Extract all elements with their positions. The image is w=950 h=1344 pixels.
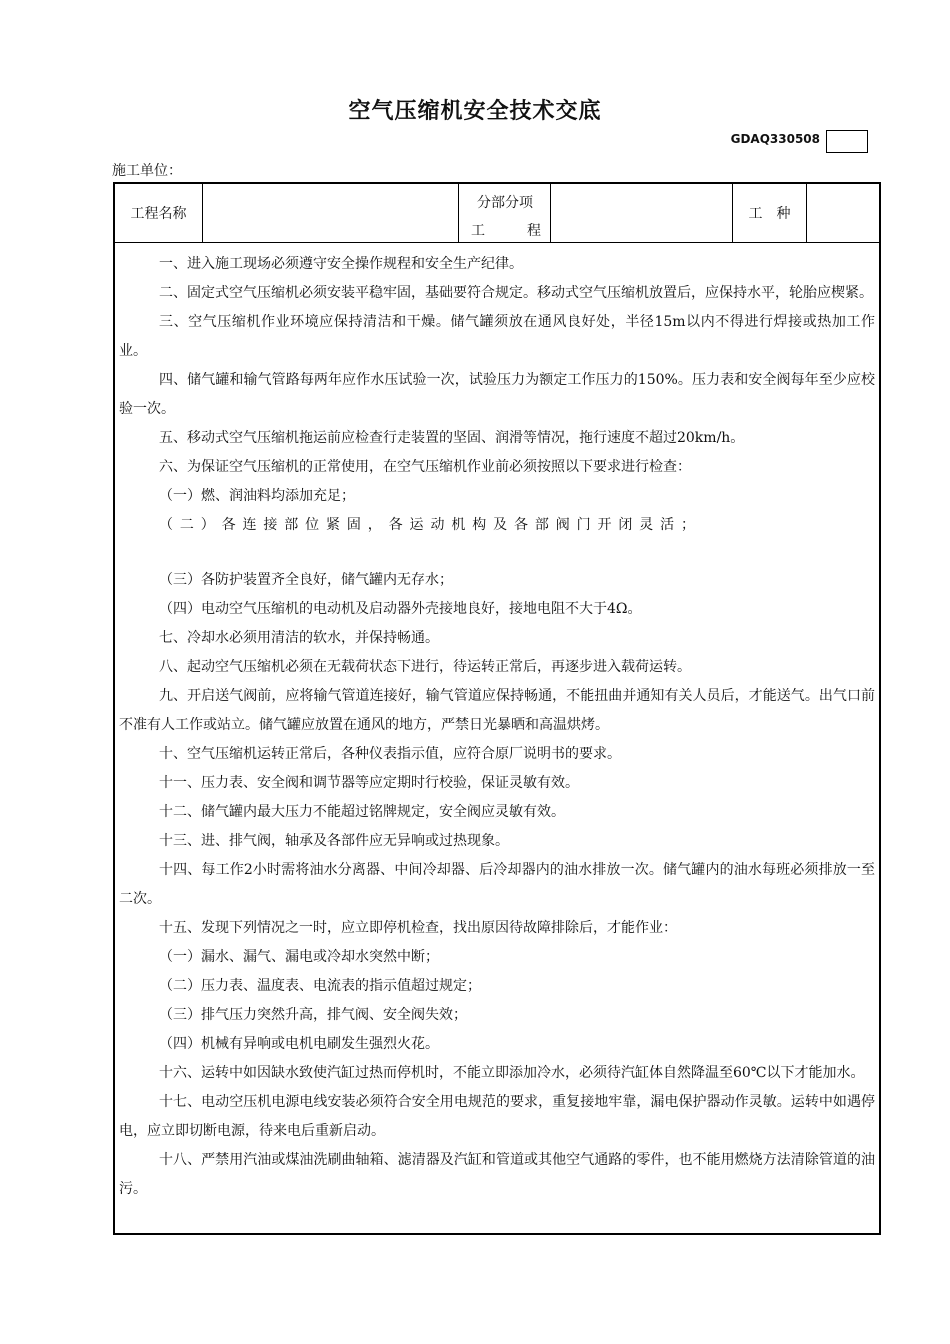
disclosure-form bbox=[113, 182, 881, 1235]
clause-11: 十一、压力表、安全阀和调节器等应定期时行校验，保证灵敏有效。 bbox=[159, 775, 579, 791]
clause-12: 十二、储气罐内最大压力不能超过铭牌规定，安全阀应灵敏有效。 bbox=[159, 804, 565, 820]
sub-project-label bbox=[459, 184, 551, 242]
clause-1: 一、进入施工现场必须遵守安全操作规程和安全生产纪律。 bbox=[159, 256, 523, 272]
sub-project-label-line2: 工 程 bbox=[471, 223, 541, 239]
form-header-row bbox=[115, 184, 879, 243]
disclosure-content bbox=[115, 250, 879, 1204]
clause-14: 十四、每工作2小时需将油水分离器、中间冷却器、后冷却器内的油水排放一次。储气罐内的油水每班必须排放一至二次。 bbox=[119, 862, 875, 907]
clause-18: 十八、严禁用汽油或煤油洗刷曲轴箱、滤清器及汽缸和管道或其他空气通路的零件，也不能用燃烧方法清除管道的油污。 bbox=[119, 1152, 875, 1197]
clause-16: 十六、运转中如因缺水致使汽缸过热而停机时，不能立即添加冷水，必须待汽缸体自然降温至60℃以下才能加水。 bbox=[159, 1065, 865, 1081]
clause-8: 八、起动空气压缩机必须在无载荷状态下进行，待运转正常后，再逐步进入载荷运转。 bbox=[159, 659, 691, 675]
sub-project-field[interactable] bbox=[551, 184, 733, 242]
construction-unit-label: 施工单位： bbox=[112, 163, 182, 179]
clause-3: 三、空气压缩机作业环境应保持清洁和干燥。储气罐须放在通风良好处，半径15m以内不得进行焊接或热加工作业。 bbox=[119, 314, 875, 359]
clause-15-sub-1: （一）漏水、漏气、漏电或冷却水突然中断； bbox=[159, 949, 439, 965]
clause-9: 九、开启送气阀前，应将输气管道连接好，输气管道应保持畅通，不能扭曲并通知有关人员后，才能送气。出气口前不准有人工作或站立。储气罐应放置在通风的地方，严禁日光暴晒和高温烘烤。 bbox=[119, 688, 875, 733]
clause-15-sub-3: （三）排气压力突然升高，排气阀、安全阀失效； bbox=[159, 1007, 467, 1023]
blank-gap bbox=[119, 540, 875, 566]
clause-6: 六、为保证空气压缩机的正常使用，在空气压缩机作业前必须按照以下要求进行检查： bbox=[159, 459, 691, 475]
clause-15-sub-4: （四）机械有异响或电机电刷发生强烈火花。 bbox=[159, 1036, 439, 1052]
clause-5: 五、移动式空气压缩机拖运前应检查行走装置的坚固、润滑等情况，拖行速度不超过20km/h。 bbox=[159, 430, 745, 446]
clause-6-sub-3: （三）各防护装置齐全良好，储气罐内无存水； bbox=[159, 572, 453, 588]
clause-10: 十、空气压缩机运转正常后，各种仪表指示值，应符合原厂说明书的要求。 bbox=[159, 746, 621, 762]
clause-6-sub-1: （一）燃、润油料均添加充足； bbox=[159, 488, 355, 504]
project-name-field[interactable] bbox=[203, 184, 459, 242]
clause-13: 十三、进、排气阀，轴承及各部件应无异响或过热现象。 bbox=[159, 833, 509, 849]
work-type-field[interactable] bbox=[807, 184, 879, 242]
sub-project-label-line1: 分部分项 bbox=[477, 195, 533, 211]
clause-6-sub-2: （二）各连接部位紧固，各运动机构及各部阀门开闭灵活； bbox=[159, 517, 695, 533]
clause-15-sub-2: （二）压力表、温度表、电流表的指示值超过规定； bbox=[159, 978, 481, 994]
project-name-label: 工程名称 bbox=[115, 184, 203, 242]
clause-4: 四、储气罐和输气管路每两年应作水压试验一次，试验压力为额定工作压力的150%。压力表和安全阀每年至少应校验一次。 bbox=[119, 372, 875, 417]
clause-7: 七、冷却水必须用清洁的软水，并保持畅通。 bbox=[159, 630, 439, 646]
clause-6-sub-4: （四）电动空气压缩机的电动机及启动器外壳接地良好，接地电阻不大于4Ω。 bbox=[159, 601, 642, 617]
code-input-box[interactable] bbox=[826, 130, 868, 153]
clause-2: 二、固定式空气压缩机必须安装平稳牢固，基础要符合规定。移动式空气压缩机放置后，应保持水平，轮胎应楔紧。 bbox=[159, 285, 873, 301]
document-code: GDAQ330508 bbox=[730, 132, 820, 146]
work-type-label: 工 种 bbox=[733, 184, 807, 242]
document-title: 空气压缩机安全技术交底 bbox=[348, 99, 602, 124]
clause-17: 十七、电动空压机电源电线安装必须符合安全用电规范的要求，重复接地牢靠，漏电保护器动作灵敏。运转中如遇停电，应立即切断电源，待来电后重新启动。 bbox=[119, 1094, 875, 1139]
clause-15: 十五、发现下列情况之一时，应立即停机检查，找出原因待故障排除后，才能作业： bbox=[159, 920, 677, 936]
